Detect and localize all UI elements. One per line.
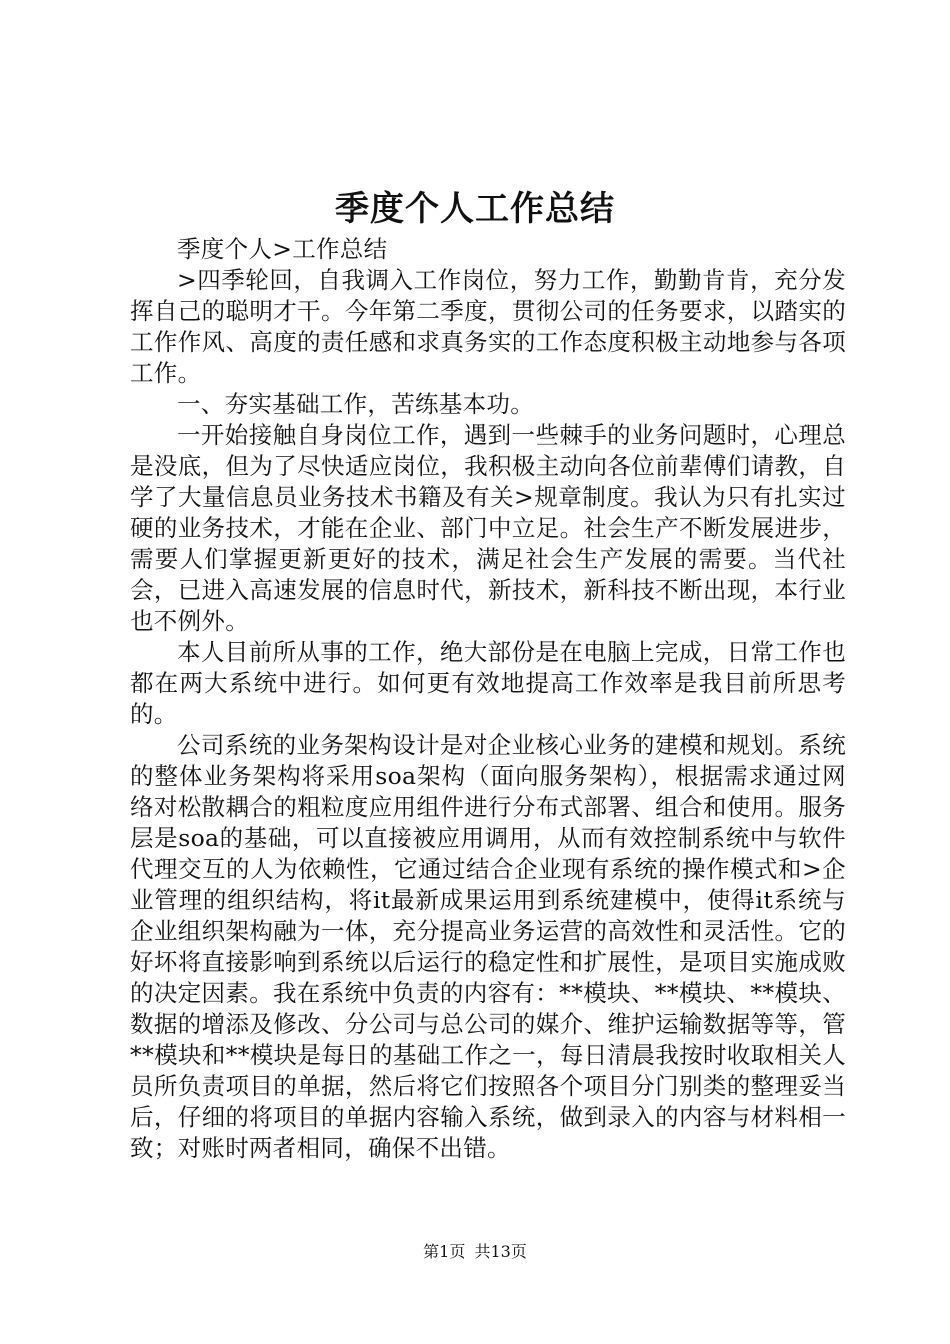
page-footer (0, 1240, 950, 1264)
paragraph: 本人目前所从事的工作，绝大部份是在电脑上完成，日常工作也都在两大系统中进行。如何更有效地提高工作效率是我目前所思考的。 (130, 638, 846, 728)
paragraph: >四季轮回，自我调入工作岗位，努力工作，勤勤肯肯，充分发挥自己的聪明才干。今年第二季度，贯彻公司的任务要求，以踏实的工作作风、高度的责任感和求真务实的工作态度积极主动地参与各项工作。 (130, 266, 846, 387)
document-title: 季度个人工作总结 (335, 189, 615, 229)
page-number: 第1页 (423, 1242, 466, 1261)
total-pages: 共13页 (474, 1242, 527, 1261)
paragraph: 一、夯实基础工作，苦练基本功。 (177, 390, 534, 418)
paragraph: 一开始接触自身岗位工作，遇到一些棘手的业务问题时，心理总是没底，但为了尽快适应岗位，我积极主动向各位前辈傅们请教，自学了大量信息员业务技术书籍及有关>规章制度。我认为只有扎实过硬的业务技术，才能在企业、部门中立足。社会生产不断发展进步，需要人们掌握更新更好的技术，满足社会生产发展的需要。当代社会，已进入高速发展的信息时代，新技术，新科技不断出现，本行业也不例外。 (130, 421, 846, 635)
document-body (130, 234, 846, 1164)
paragraph: 公司系统的业务架构设计是对企业核心业务的建模和规划。系统的整体业务架构将采用soa架构（面向服务架构），根据需求通过网络对松散耦合的粗粒度应用组件进行分布式部署、组合和使用。服务层是soa的基础，可以直接被应用调用，从而有效控制系统中与软件代理交互的人为依赖性，它通过结合企业现有系统的操作模式和>企业管理的组织结构，将it最新成果运用到系统建模中，使得it系统与企业组织架构融为一体，充分提高业务运营的高效性和灵活性。它的好坏将直接影响到系统以后运行的稳定性和扩展性，是项目实施成败的决定因素。我在系统中负责的内容有：**模块、**模块、**模块、数据的增添及修改、分公司与总公司的媒介、维护运输数据等等，管**模块和**模块是每日的基础工作之一，每日清晨我按时收取相关人员所负责项目的单据，然后将它们按照各个项目分门别类的整理妥当后，仔细的将项目的单据内容输入系统，做到录入的内容与材料相一致；对账时两者相同，确保不出错。 (130, 731, 846, 1162)
paragraph: 季度个人>工作总结 (177, 235, 388, 263)
